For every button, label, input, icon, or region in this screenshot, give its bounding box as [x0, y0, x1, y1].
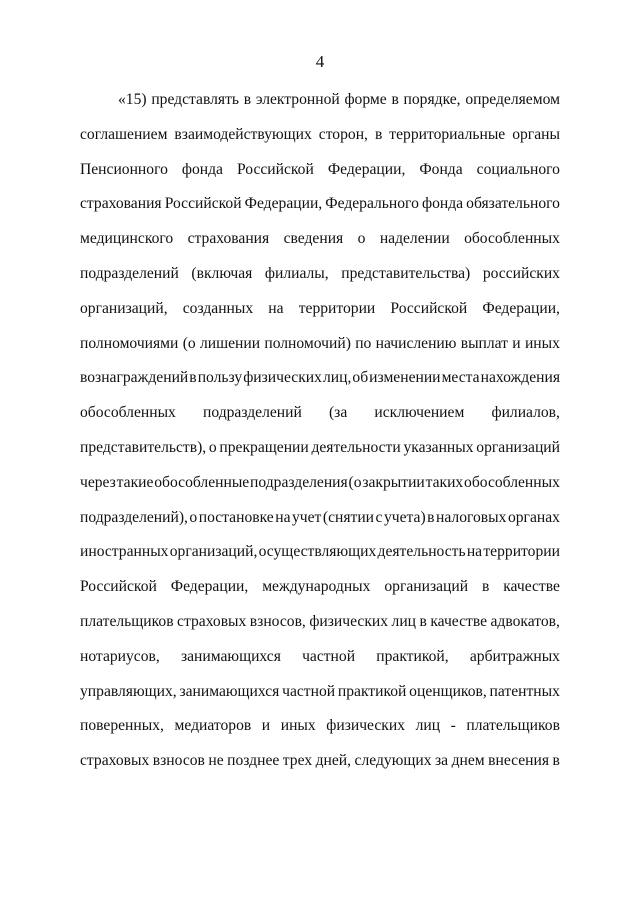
word: (включая	[191, 264, 253, 282]
word: в	[391, 91, 399, 108]
word: нахождения	[480, 369, 560, 387]
word: представлять	[151, 91, 239, 108]
word: в	[481, 578, 490, 596]
word: учет	[292, 508, 322, 526]
word: (о	[182, 334, 196, 352]
word: через	[80, 473, 116, 491]
word: созданных	[182, 299, 254, 317]
word: Российской	[164, 195, 242, 213]
word: Федерации,	[482, 299, 560, 317]
word: плательщиков	[80, 612, 174, 630]
word: представительства)	[341, 264, 471, 282]
word: физических	[309, 612, 389, 630]
word: на	[466, 543, 483, 561]
word: выплат	[460, 334, 509, 352]
word: международных	[262, 578, 371, 596]
text-line	[80, 610, 560, 645]
word: исключением	[374, 404, 465, 422]
word: об	[352, 369, 369, 387]
text-line	[80, 332, 560, 367]
word: в	[374, 125, 383, 143]
word: деятельности	[311, 438, 401, 456]
word: порядке,	[403, 91, 461, 108]
word: органах	[507, 508, 560, 526]
word: прекращении	[219, 438, 309, 456]
word: постановке	[198, 508, 274, 526]
word: лиц	[391, 612, 417, 630]
word: качестве	[430, 612, 488, 630]
word: в	[552, 752, 560, 770]
word: иных	[280, 717, 316, 735]
word: фонда	[181, 160, 223, 178]
word: закрытии	[362, 473, 425, 491]
word: патентных	[489, 682, 560, 700]
word: страховых	[177, 612, 247, 630]
text-line	[80, 645, 560, 680]
word: организаций,	[80, 299, 168, 317]
word: фонда	[421, 195, 464, 213]
word: подразделений	[80, 264, 179, 282]
word: поверенных,	[80, 717, 164, 735]
word: (снятии	[322, 508, 375, 526]
word: в	[243, 91, 252, 108]
word: трех	[282, 752, 313, 770]
word: физических	[326, 717, 405, 735]
word: медиаторов	[174, 717, 252, 735]
word: представительств),	[80, 438, 207, 456]
word: занимающихся	[179, 682, 280, 700]
word: указанных	[403, 438, 474, 456]
word: практикой	[337, 682, 407, 700]
word: в	[427, 508, 435, 526]
word: территории	[483, 543, 560, 561]
text-line	[80, 123, 560, 158]
word: днем	[451, 752, 485, 770]
word: в	[419, 612, 427, 630]
word: обособленных	[464, 473, 560, 491]
word: -	[450, 717, 456, 735]
word: взаимодействующих	[174, 125, 312, 143]
text-line	[80, 192, 560, 227]
word: следующих	[354, 752, 432, 770]
word: полномочиями	[80, 334, 179, 352]
word: организаций,	[169, 543, 258, 561]
word: территориальные	[389, 125, 506, 143]
text-line	[80, 680, 560, 715]
word: внесения	[488, 752, 550, 770]
word: полномочий)	[264, 334, 351, 352]
word: изменении	[369, 369, 441, 387]
text-line	[80, 262, 560, 297]
word: взносов	[152, 752, 205, 770]
word: соглашением	[80, 125, 168, 143]
text-line	[80, 575, 560, 610]
word: страхования	[187, 230, 270, 248]
word: адвокатов,	[490, 612, 560, 630]
word: иностранных	[80, 543, 169, 561]
word: «15)	[118, 91, 147, 108]
page-number: 4	[315, 52, 325, 71]
word: подразделений	[203, 404, 302, 422]
word: организаций	[384, 578, 469, 596]
word: с	[375, 508, 383, 526]
word: лиц,	[322, 369, 352, 387]
word: на	[275, 508, 291, 526]
word: и	[512, 334, 521, 352]
word: наделении	[379, 230, 450, 248]
text-line	[80, 749, 560, 784]
word: налоговых	[436, 508, 507, 526]
word: учета)	[383, 508, 426, 526]
word: по	[355, 334, 372, 352]
word: дней,	[315, 752, 352, 770]
word: Федерации,	[244, 195, 323, 213]
word: социального	[476, 160, 560, 178]
word: начислению	[375, 334, 457, 352]
word: сведения	[283, 230, 344, 248]
word: иных	[524, 334, 560, 352]
text-line	[80, 158, 560, 193]
text-line	[80, 714, 560, 749]
word: пользу	[197, 369, 243, 387]
word: (о	[348, 473, 362, 491]
word: Федерации,	[170, 578, 249, 596]
word: частной	[282, 682, 336, 700]
word: Российской	[236, 160, 314, 178]
word: обособленных	[464, 230, 560, 248]
word: не	[208, 752, 224, 770]
word: обособленные	[154, 473, 250, 491]
word: сторон,	[318, 125, 368, 143]
word: обязательного	[466, 195, 560, 213]
word: территории	[298, 299, 376, 317]
word: органы	[512, 125, 560, 143]
word: Пенсионного	[80, 160, 168, 178]
word: организаций	[476, 438, 560, 456]
text-line	[80, 366, 560, 401]
word: российских	[482, 264, 560, 282]
word: Федерального	[325, 195, 419, 213]
word: взносов,	[249, 612, 306, 630]
word: деятельность	[377, 543, 466, 561]
word: таких	[425, 473, 464, 491]
word: на	[268, 299, 284, 317]
word: занимающихся	[180, 647, 281, 665]
text-line	[80, 506, 560, 541]
text-line	[80, 401, 560, 436]
word: физических	[243, 369, 322, 387]
word: обособленных	[80, 404, 176, 422]
word: (за	[328, 404, 348, 422]
word: медицинского	[80, 230, 174, 248]
word: Фонда	[419, 160, 463, 178]
word: Федерации,	[327, 160, 406, 178]
word: места	[441, 369, 480, 387]
word: Российской	[80, 578, 157, 596]
text-line	[80, 227, 560, 262]
word: о	[208, 438, 217, 456]
word: страховых	[80, 752, 150, 770]
word: о	[189, 508, 198, 526]
word: подразделения	[250, 473, 348, 491]
word: в	[189, 369, 197, 387]
word: за	[434, 752, 449, 770]
word: оценщиков,	[409, 682, 487, 700]
word: нотариусов,	[80, 647, 160, 665]
word: о	[357, 230, 366, 248]
word: практикой,	[376, 647, 449, 665]
word: частной	[302, 647, 356, 665]
text-line	[80, 436, 560, 471]
word: филиалы,	[264, 264, 329, 282]
word: плательщиков	[466, 717, 560, 735]
word: подразделений),	[80, 508, 188, 526]
word: форме	[344, 91, 387, 108]
word: позднее	[227, 752, 280, 770]
word: арбитражных	[469, 647, 560, 665]
word: лиц	[415, 717, 441, 735]
word: управляющих,	[80, 682, 177, 700]
word: филиалов,	[491, 404, 560, 422]
word: осуществляющих	[258, 543, 377, 561]
text-line	[80, 471, 560, 506]
text-line	[80, 88, 560, 123]
word: определяемом	[465, 91, 560, 108]
word: страхования	[80, 195, 162, 213]
word: Российской	[390, 299, 468, 317]
body-text	[80, 88, 560, 784]
text-line	[80, 297, 560, 332]
word: электронной	[255, 91, 340, 108]
word: лишении	[199, 334, 261, 352]
text-line	[80, 540, 560, 575]
word: вознаграждений	[80, 369, 189, 387]
word: и	[261, 717, 271, 735]
word: качестве	[503, 578, 560, 596]
word: такие	[116, 473, 154, 491]
